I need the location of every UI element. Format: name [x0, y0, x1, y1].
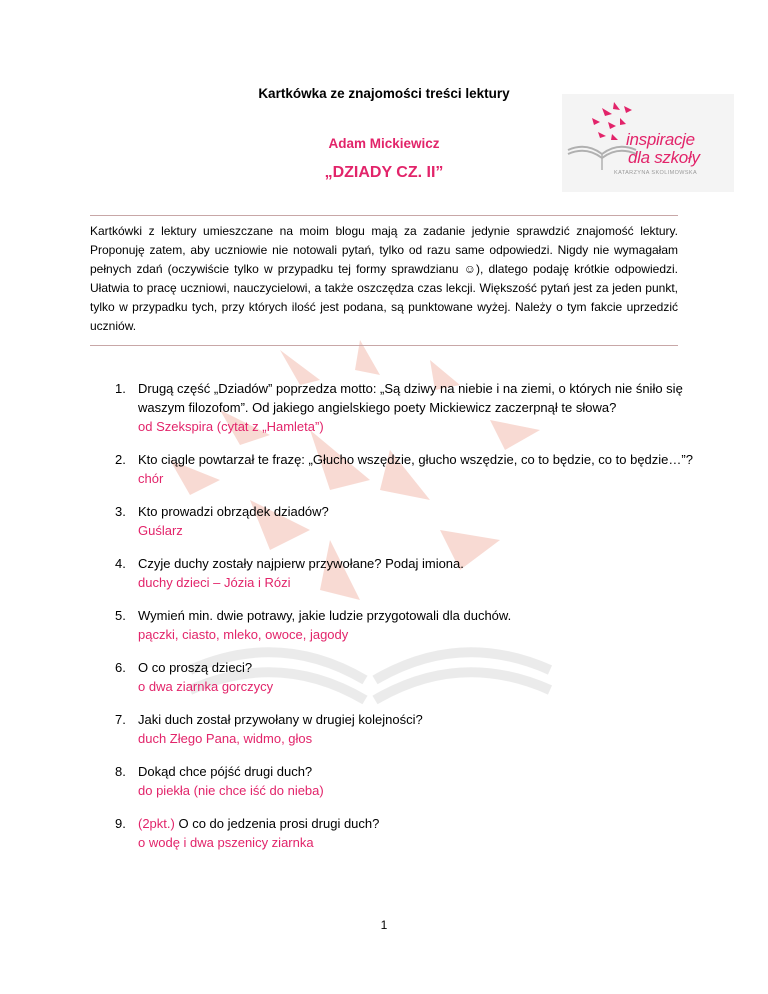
question-number: 4.: [115, 556, 126, 571]
question-item: [115, 762, 695, 800]
question-text: Drugą część „Dziadów” poprzedza motto: „Są dziwy na niebie i na ziemi, o których nie śniło się waszym filozofom”. Od jakiego angielskiego poety Mickiewicz zaczerpnął te słowa?: [138, 381, 683, 415]
question-item: [115, 710, 695, 748]
question-number: 2.: [115, 452, 126, 467]
question-item: [115, 606, 695, 644]
answer-text: Guślarz: [138, 523, 183, 538]
inspiracje-logo: [562, 94, 734, 192]
answer-text: do piekła (nie chce iść do nieba): [138, 783, 324, 798]
answer-text: duchy dzieci – Józia i Rózi: [138, 575, 291, 590]
question-text: Dokąd chce pójść drugi duch?: [138, 764, 313, 779]
question-text: O co proszą dzieci?: [138, 660, 253, 675]
question-item: [115, 814, 695, 852]
answer-text: od Szekspira (cytat z „Hamleta”): [138, 419, 324, 434]
question-number: 7.: [115, 712, 126, 727]
question-item: [115, 554, 695, 592]
question-text: O co do jedzenia prosi drugi duch?: [178, 816, 380, 831]
intro-bottom-rule: [90, 345, 678, 346]
answer-text: o wodę i dwa pszenicy ziarnka: [138, 835, 314, 850]
intro-top-rule: [90, 215, 678, 216]
answer-text: pączki, ciasto, mleko, owoce, jagody: [138, 627, 349, 642]
logo-text-line1: inspiracje: [626, 130, 695, 149]
question-text: Jaki duch został przywołany w drugiej kolejności?: [138, 712, 423, 727]
book-title: „DZIADY CZ. II”: [324, 164, 444, 181]
question-item: [115, 502, 695, 540]
intro-paragraph: Kartkówki z lektury umieszczane na moim blogu mają za zadanie jedynie sprawdzić znajomość lektury. Proponuję zatem, aby uczniowie nie notowali pytań, tylko od razu same odpowiedzi. Nigdy nie wymagałam pełnych zdań (oczywiście tylko w przypadku tej formy sprawdzianu ☺), dlatego podaję krótkie odpowiedzi. Ułatwia to pracę uczniowi, nauczycielowi, a także oszczędza czas lekcji. Większość pytań jest za jeden punkt, tylko w przypadku tych, przy których ilość jest podana, są punktowane wyżej. Należy o tym fakcie uprzedzić uczniów.: [90, 224, 678, 333]
question-text: Czyje duchy zostały najpierw przywołane? Podaj imiona.: [138, 556, 464, 571]
question-text: Kto ciągle powtarzał te frazę: „Głucho wszędzie, głucho wszędzie, co to będzie, co to będzie…”?: [138, 452, 693, 467]
question-item: [115, 658, 695, 696]
answer-text: chór: [138, 471, 164, 486]
question-number: 8.: [115, 764, 126, 779]
question-number: 1.: [115, 381, 126, 396]
answer-text: duch Złego Pana, widmo, głos: [138, 731, 313, 746]
question-item: [115, 450, 695, 488]
question-list: [115, 379, 695, 866]
author-name: Adam Mickiewicz: [328, 136, 440, 151]
logo-subtitle: KATARZYNA SKOLIMOWSKA: [614, 170, 698, 176]
question-text: Kto prowadzi obrządek dziadów?: [138, 504, 329, 519]
question-item: [115, 379, 695, 436]
page-number: 1: [380, 918, 388, 932]
question-points: (2pkt.): [138, 816, 179, 831]
question-number: 3.: [115, 504, 126, 519]
question-text: Wymień min. dwie potrawy, jakie ludzie przygotowali dla duchów.: [138, 608, 512, 623]
logo-text-line2: dla szkoły: [628, 148, 700, 167]
answer-text: o dwa ziarnka gorczycy: [138, 679, 274, 694]
question-number: 9.: [115, 816, 126, 831]
question-number: 6.: [115, 660, 126, 675]
question-number: 5.: [115, 608, 126, 623]
document-title: Kartkówka ze znajomości treści lektury: [258, 86, 510, 101]
